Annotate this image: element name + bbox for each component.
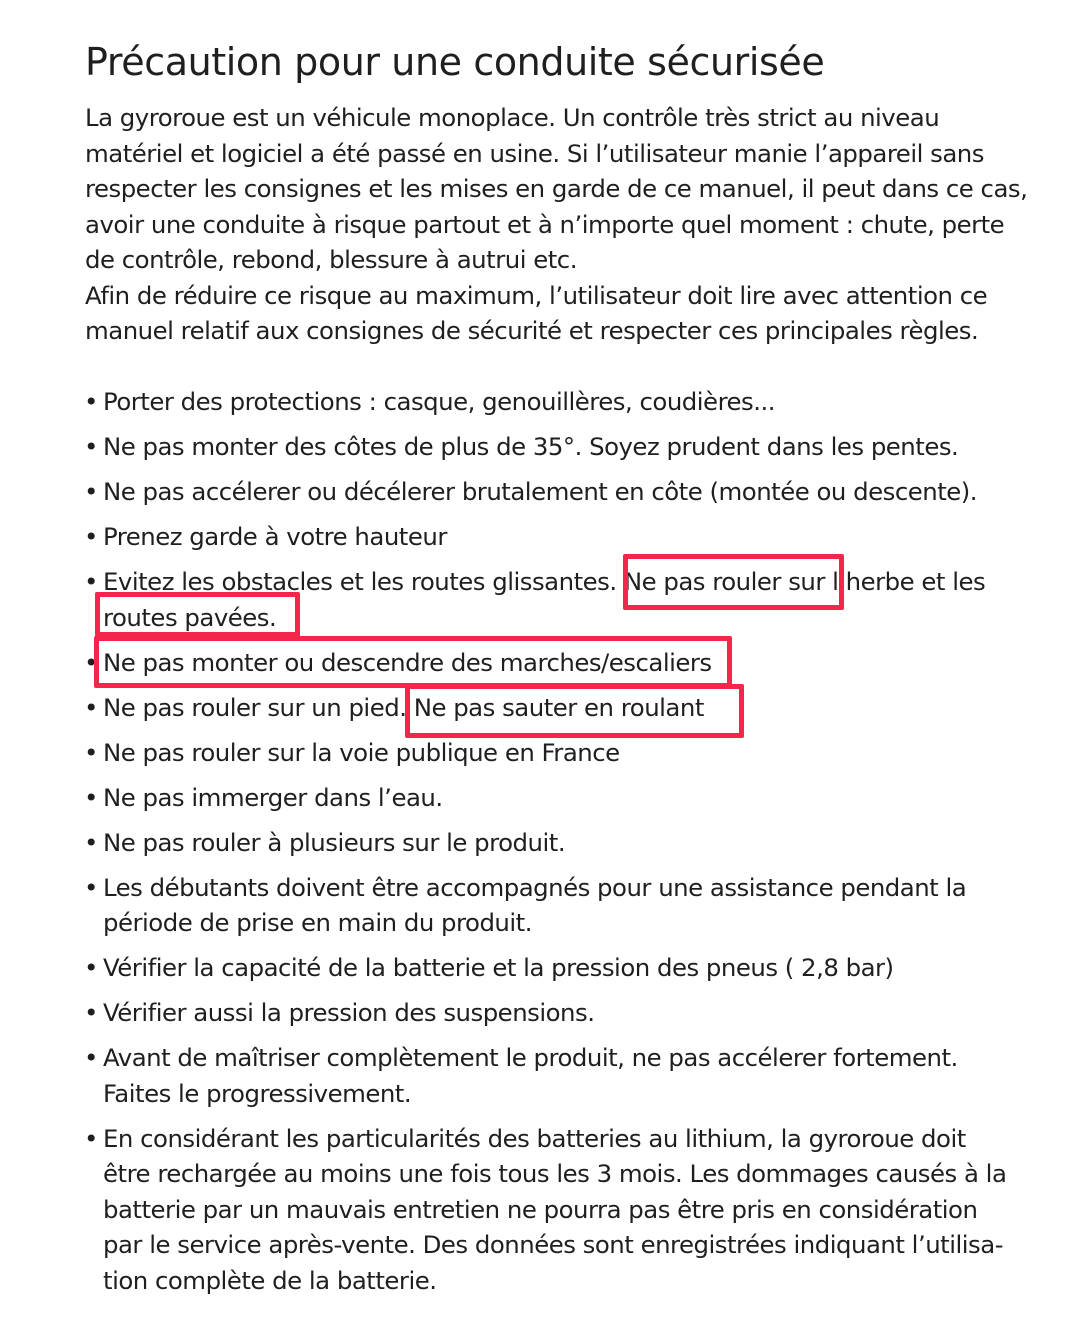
bullet-dot: •	[84, 1043, 99, 1072]
list-item-text: Vérifier la capacité de la batterie et la pression des pneus ( 2,8 bar)	[103, 953, 894, 982]
bullet-dot: •	[84, 1123, 99, 1153]
intro-line: avoir une conduite à risque partout et à n’importe quel moment : chute, perte	[85, 209, 1005, 239]
list-item-text: par le service après-vente. Des données sont enregistrées indiquant l’utilisa-	[103, 1230, 1004, 1259]
list-item	[84, 825, 1006, 861]
list-item-text: routes pavées.	[103, 602, 277, 632]
bullet-dot: •	[84, 872, 99, 902]
bullet-dot: •	[84, 692, 99, 722]
bullet-dot: •	[84, 953, 99, 982]
list-item	[84, 870, 1006, 941]
list-item	[84, 429, 1006, 465]
list-item	[84, 735, 1006, 771]
intro-line: matériel et logiciel a été passé en usine. Si l’utilisateur manie l’appareil sans	[85, 138, 984, 168]
list-item	[84, 474, 1006, 510]
list-item	[84, 780, 1006, 816]
bullet-dot: •	[84, 432, 99, 461]
bullet-dot: •	[84, 477, 99, 506]
list-item-text: période de prise en main du produit.	[103, 908, 532, 937]
bullet-dot: •	[84, 647, 99, 677]
list-item-text: Ne pas monter ou descendre des marches/escaliers	[103, 647, 712, 677]
list-item-text: Ne pas rouler sur un pied. Ne pas sauter en roulant	[103, 692, 704, 722]
list-item	[84, 1040, 1006, 1111]
bullet-dot: •	[84, 782, 99, 812]
list-item	[84, 995, 1006, 1031]
highlight-box-routes-pavees	[95, 592, 300, 637]
list-item	[84, 950, 1006, 986]
list-item-text: batterie par un mauvais entretien ne pourra pas être pris en considération	[103, 1194, 978, 1224]
list-item-text: Vérifier aussi la pression des suspensions.	[103, 998, 595, 1027]
list-item	[84, 519, 1006, 555]
highlight-box-marches-escaliers	[94, 636, 732, 688]
list-item-text: Ne pas rouler à plusieurs sur le produit.	[103, 827, 566, 857]
intro-line: de contrôle, rebond, blessure à autrui etc.	[85, 245, 577, 274]
bullet-dot: •	[84, 737, 99, 767]
intro-line: manuel relatif aux consignes de sécurité et respecter ces principales règles.	[85, 316, 979, 345]
intro-paragraph	[85, 100, 1027, 349]
bullet-dot: •	[84, 387, 99, 416]
page-title: Précaution pour une conduite sécurisée	[85, 40, 825, 84]
list-item-text: Prenez garde à votre hauteur	[103, 522, 447, 551]
safety-rules-list	[84, 384, 1006, 1308]
list-item	[84, 384, 1006, 420]
bullet-dot: •	[84, 567, 99, 596]
list-item-text: être rechargée au moins une fois tous les 3 mois. Les dommages causés à la	[103, 1159, 1007, 1188]
highlight-box-ne-pas-sauter	[405, 684, 744, 738]
bullet-dot: •	[84, 998, 99, 1027]
list-item-text: Faites le progressivement.	[103, 1078, 412, 1108]
list-item-text: En considérant les particularités des batteries au lithium, la gyroroue doit	[103, 1123, 966, 1153]
intro-line: La gyroroue est un véhicule monoplace. Un contrôle très strict au niveau	[85, 103, 940, 132]
bullet-dot: •	[84, 827, 99, 857]
list-item-text: Avant de maîtriser complètement le produit, ne pas accélerer fortement.	[103, 1043, 958, 1072]
list-item-text: Les débutants doivent être accompagnés pour une assistance pendant la	[103, 872, 967, 902]
list-item-text: Porter des protections : casque, genouillères, coudières...	[103, 387, 776, 416]
list-item-text: tion complète de la batterie.	[103, 1265, 437, 1295]
bullet-dot: •	[84, 522, 99, 551]
list-item-text: Ne pas accélerer ou décélerer brutalement en côte (montée ou descente).	[103, 477, 978, 506]
intro-line: Afin de réduire ce risque au maximum, l’utilisateur doit lire avec attention ce	[85, 280, 988, 310]
list-item-text: Ne pas immerger dans l’eau.	[103, 782, 443, 812]
intro-line: respecter les consignes et les mises en garde de ce manuel, il peut dans ce cas,	[85, 174, 1028, 203]
list-item	[84, 1121, 1006, 1299]
highlight-box-ne-pas-rouler-sur	[623, 554, 844, 610]
list-item-text: Ne pas monter des côtes de plus de 35°. Soyez prudent dans les pentes.	[103, 432, 959, 461]
list-item-text: Ne pas rouler sur la voie publique en France	[103, 737, 620, 767]
list-item-text: Evitez les obstacles et les routes glissantes. Ne pas rouler sur l’herbe et les	[103, 567, 986, 596]
